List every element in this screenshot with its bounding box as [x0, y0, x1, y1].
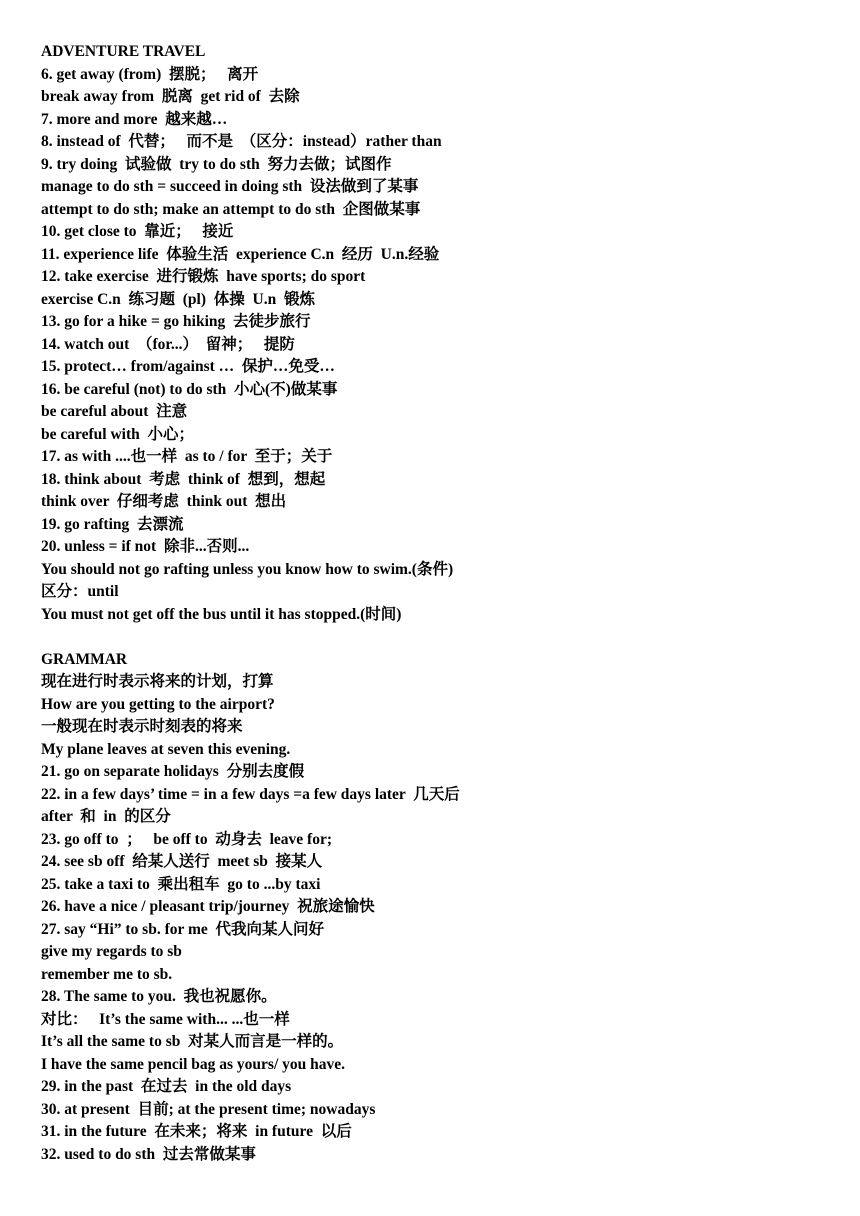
text-line: 18. think about 考虑 think of 想到，想起	[41, 470, 326, 488]
text-line: 10. get close to 靠近； 接近	[41, 223, 234, 240]
text-line: manage to do sth = succeed in doing sth 设法做到了某事	[41, 178, 419, 195]
section-heading: GRAMMAR	[41, 650, 128, 668]
text-line: 23. go off to ； be off to 动身去 leave for;	[41, 830, 332, 848]
text-line: 7. more and more 越来越…	[41, 110, 228, 128]
text-line: attempt to do sth; make an attempt to do sth 企图做某事	[41, 200, 421, 218]
text-line: 31. in the future 在未来；将来 in future 以后	[41, 1123, 352, 1140]
text-line: 30. at present 目前; at the present time; nowadays	[41, 1100, 376, 1118]
text-line: remember me to sb.	[41, 965, 173, 983]
text-line: 8. instead of 代替； 而不是 （区分：instead）rather than	[41, 133, 442, 150]
text-line: 9. try doing 试验做 try to do sth 努力去做；试图作	[41, 155, 392, 173]
text-line: 12. take exercise 进行锻炼 have sports; do sport	[41, 268, 366, 285]
text-line: give my regards to sb	[41, 943, 182, 960]
text-line: 26. have a nice / pleasant trip/journey 祝旅途愉快	[41, 898, 375, 915]
section-heading: ADVENTURE TRAVEL	[41, 43, 206, 60]
text-line: think over 仔细考虑 think out 想出	[41, 493, 287, 510]
text-line: 对比： It’s the same with... ...也一样	[41, 1010, 290, 1028]
text-line: 13. go for a hike = go hiking 去徒步旅行	[41, 313, 311, 330]
text-line: 24. see sb off 给某人送行 meet sb 接某人	[41, 853, 323, 870]
text-line: 20. unless = if not 除非...否则...	[41, 538, 250, 555]
text-line: 25. take a taxi to 乘出租车 go to ...by taxi	[41, 875, 321, 893]
text-line: 区分：until	[41, 583, 119, 600]
text-line: after 和 in 的区分	[41, 808, 171, 825]
text-line: 14. watch out （for...） 留神； 提防	[41, 335, 295, 353]
text-line: break away from 脱离 get rid of 去除	[41, 88, 300, 105]
text-line: 28. The same to you. 我也祝愿你。	[41, 988, 277, 1005]
text-line: 19. go rafting 去漂流	[41, 515, 184, 533]
text-line: It’s all the same to sb 对某人而言是一样的。	[41, 1033, 344, 1050]
text-line: exercise C.n 练习题 (pl) 体操 U.n 锻炼	[41, 290, 315, 308]
text-line: 11. experience life 体验生活 experience C.n 经历 U.n.经验	[41, 245, 440, 263]
text-line: be careful about 注意	[41, 403, 188, 420]
document-page	[41, 41, 841, 1166]
text-line: My plane leaves at seven this evening.	[41, 740, 291, 758]
text-line: 现在进行时表示将来的计划，打算	[41, 673, 274, 690]
text-line: I have the same pencil bag as yours/ you have.	[41, 1055, 345, 1073]
text-line: 22. in a few days’ time = in a few days =a few days later 几天后	[41, 785, 460, 803]
text-line: 15. protect… from/against … 保护…免受…	[41, 358, 335, 375]
text-line: 29. in the past 在过去 in the old days	[41, 1078, 292, 1095]
text-line: How are you getting to the airport?	[41, 695, 275, 713]
text-line: 32. used to do sth 过去常做某事	[41, 1145, 256, 1163]
text-line: You must not get off the bus until it has stopped.(时间)	[41, 605, 402, 623]
text-line: 16. be careful (not) to do sth 小心(不)做某事	[41, 380, 338, 398]
text-line: You should not go rafting unless you know how to swim.(条件)	[41, 560, 454, 578]
text-line: be careful with 小心；	[41, 425, 194, 443]
text-line: 21. go on separate holidays 分别去度假	[41, 763, 305, 780]
text-line: 6. get away (from) 摆脱； 离开	[41, 65, 259, 83]
text-line: 17. as with ....也一样 as to / for 至于；关于	[41, 448, 333, 465]
text-line: 27. say “Hi” to sb. for me 代我向某人问好	[41, 920, 325, 938]
blank-line	[41, 626, 841, 649]
text-line: 一般现在时表示时刻表的将来	[41, 718, 243, 735]
